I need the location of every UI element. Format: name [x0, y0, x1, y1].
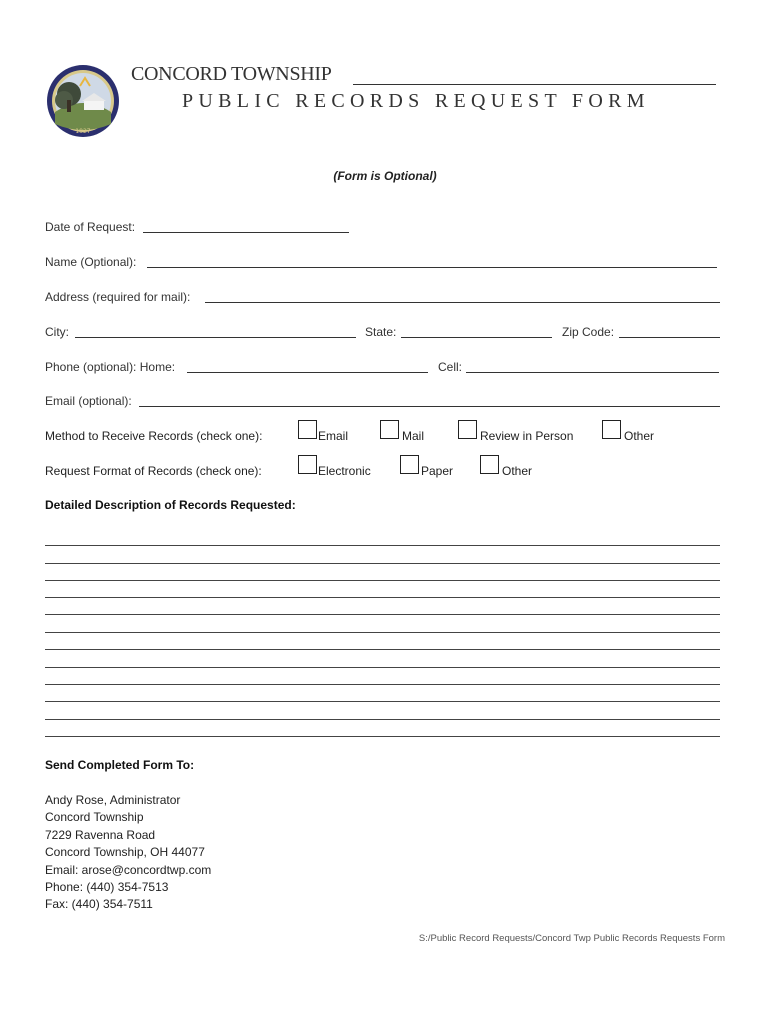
format-paper-checkbox[interactable]	[400, 455, 419, 474]
description-line[interactable]	[45, 667, 720, 668]
send-to-heading: Send Completed Form To:	[45, 758, 195, 772]
description-line[interactable]	[45, 701, 720, 702]
send-to-phone: Phone: (440) 354-7513	[45, 880, 169, 895]
method-review-label: Review in Person	[480, 429, 574, 443]
description-line[interactable]	[45, 736, 720, 737]
seal-year-text: 1827	[75, 128, 91, 135]
method-email-checkbox[interactable]	[298, 420, 317, 439]
format-other-checkbox[interactable]	[480, 455, 499, 474]
format-other-label: Other	[502, 464, 533, 478]
description-line[interactable]	[45, 684, 720, 685]
title-rule	[353, 84, 716, 85]
send-to-street: 7229 Ravenna Road	[45, 827, 156, 842]
email-label: Email (optional):	[45, 394, 132, 408]
description-line[interactable]	[45, 649, 720, 650]
method-review-checkbox[interactable]	[458, 420, 477, 439]
cell-label: Cell:	[438, 360, 463, 374]
send-to-address	[45, 792, 211, 914]
name-label: Name (Optional):	[45, 255, 137, 269]
form-subtitle: PUBLIC RECORDS REQUEST FORM	[182, 90, 650, 112]
method-label: Method to Receive Records (check one):	[45, 429, 263, 443]
method-mail-label: Mail	[402, 429, 425, 443]
zip-field[interactable]	[619, 337, 720, 338]
phone-home-label: Phone (optional): Home:	[45, 360, 176, 374]
zip-label: Zip Code:	[562, 325, 615, 339]
state-field[interactable]	[401, 337, 552, 338]
method-mail-checkbox[interactable]	[380, 420, 399, 439]
description-line[interactable]	[45, 632, 720, 633]
township-seal-logo	[44, 64, 122, 138]
description-heading: Detailed Description of Records Requested:	[45, 498, 296, 512]
send-to-city: Concord Township, OH 44077	[45, 845, 205, 860]
cell-field[interactable]	[466, 372, 719, 373]
date-field[interactable]	[143, 232, 349, 233]
method-email-label: Email	[318, 429, 349, 443]
send-to-name: Andy Rose, Administrator	[45, 793, 181, 807]
date-label: Date of Request:	[45, 220, 136, 234]
format-electronic-label: Electronic	[318, 464, 371, 478]
email-field[interactable]	[139, 406, 720, 407]
phone-home-field[interactable]	[187, 372, 428, 373]
send-to-fax: Fax: (440) 354-7511	[45, 897, 153, 912]
send-to-org: Concord Township	[45, 810, 144, 825]
city-field[interactable]	[75, 337, 356, 338]
description-line[interactable]	[45, 545, 720, 546]
format-label: Request Format of Records (check one):	[45, 464, 262, 478]
name-field[interactable]	[147, 267, 717, 268]
description-line[interactable]	[45, 614, 720, 615]
description-line[interactable]	[45, 597, 720, 598]
description-line[interactable]	[45, 580, 720, 581]
state-label: State:	[365, 325, 397, 339]
address-label: Address (required for mail):	[45, 290, 191, 304]
description-line[interactable]	[45, 563, 720, 564]
city-label: City:	[45, 325, 69, 339]
format-paper-label: Paper	[421, 464, 454, 478]
form-optional-note: (Form is Optional)	[333, 169, 437, 183]
method-other-label: Other	[624, 429, 655, 443]
address-field[interactable]	[205, 302, 720, 303]
format-electronic-checkbox[interactable]	[298, 455, 317, 474]
description-line[interactable]	[45, 719, 720, 720]
method-other-checkbox[interactable]	[602, 420, 621, 439]
footer-file-path: S:/Public Record Requests/Concord Twp Public Records Requests Form	[418, 933, 725, 944]
send-to-email: Email: arose@concordtwp.com	[45, 862, 212, 877]
page-title: CONCORD TOWNSHIP	[131, 63, 332, 85]
